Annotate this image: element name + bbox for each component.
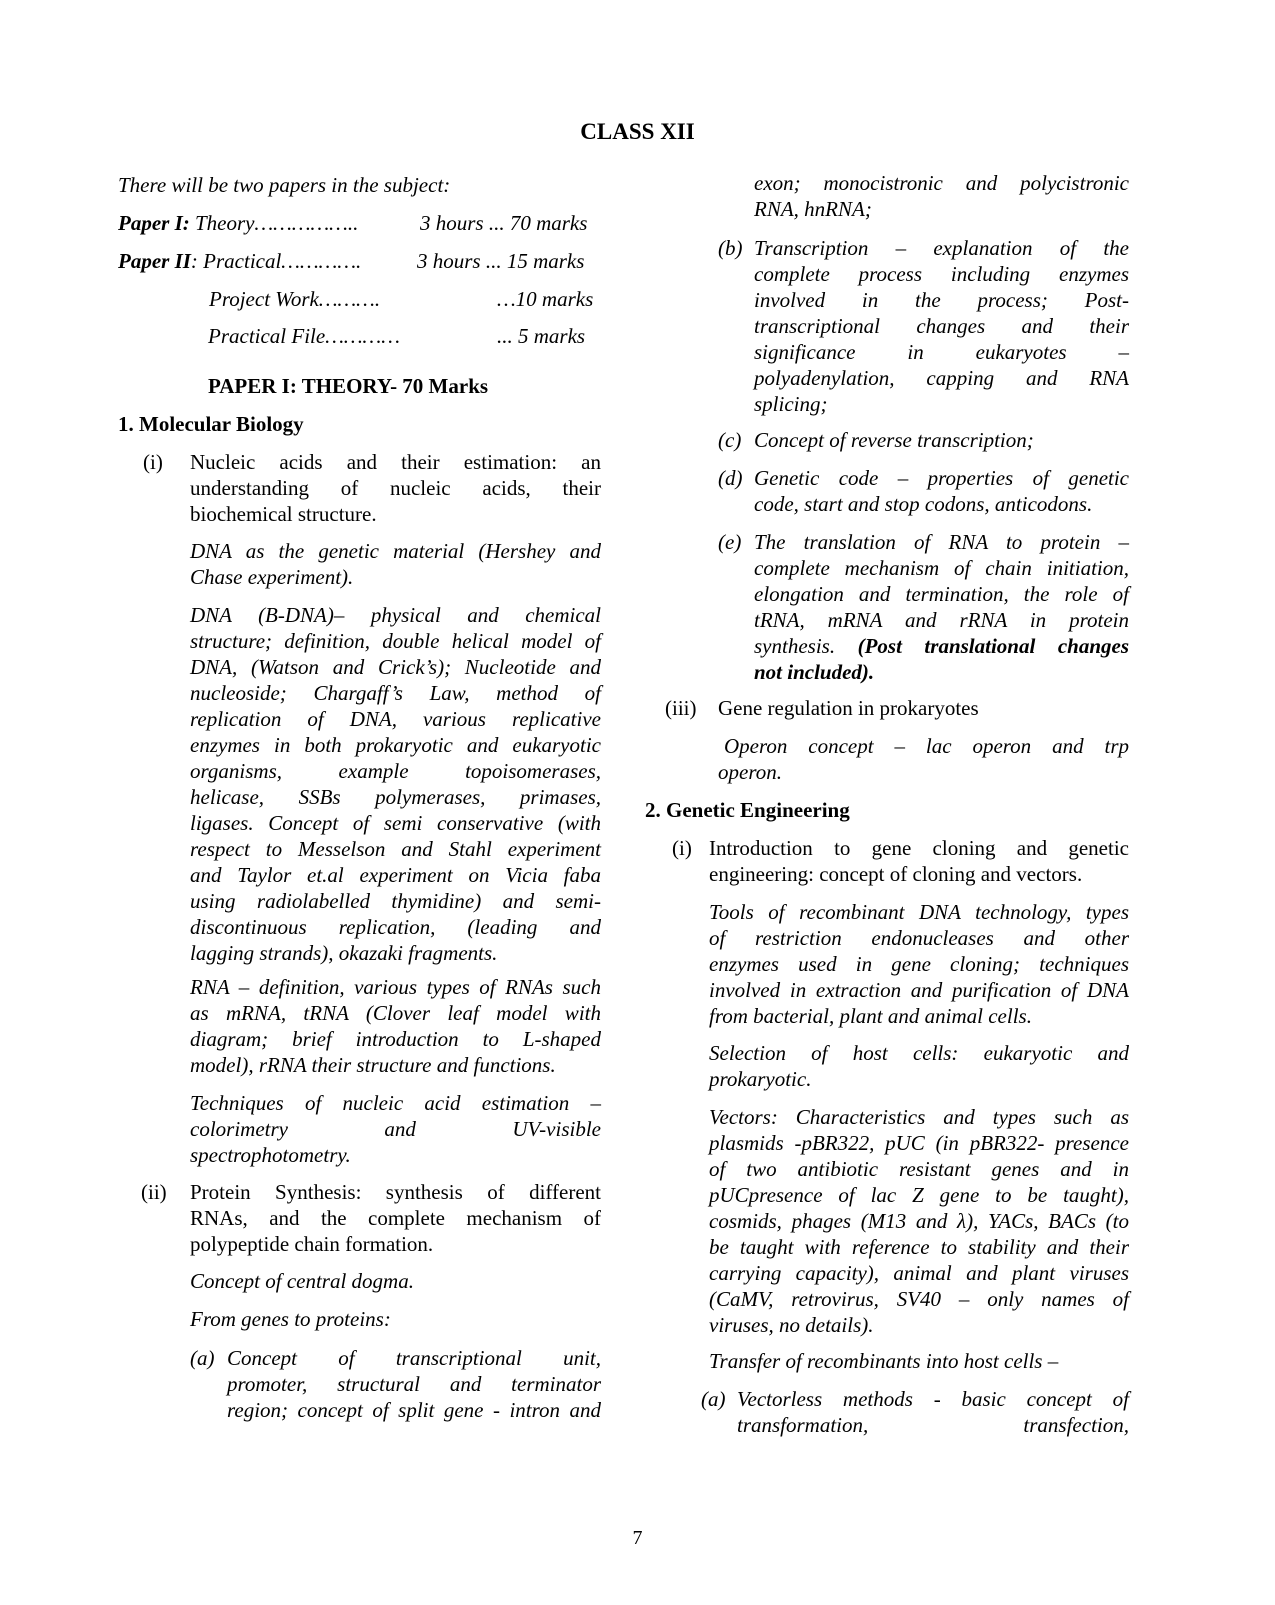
text-line: splicing; — [754, 392, 828, 416]
paper-1-row — [118, 210, 358, 236]
text-line: tRNA, mRNA and rRNA in protein — [754, 608, 1129, 632]
item-e-text — [754, 529, 1129, 685]
text-line: Introduction to gene cloning and genetic — [709, 836, 1129, 860]
text-line: and Taylor et.al experiment on Vicia faba — [190, 863, 601, 887]
s1-iii-number: (iii) — [665, 696, 697, 720]
text-line: involved in extraction and purification of DNA — [709, 978, 1129, 1002]
text-line: The translation of RNA to protein – — [754, 530, 1129, 554]
item-b-number: (b) — [718, 236, 743, 260]
text-line: Tools of recombinant DNA technology, types — [709, 900, 1129, 924]
s1-ii-text — [190, 1179, 601, 1257]
item-d-number: (d) — [718, 466, 743, 490]
s1-ii-number: (ii) — [141, 1180, 167, 1204]
text-line: diagram; brief introduction to L-shaped — [190, 1027, 601, 1051]
item-e-number: (e) — [718, 530, 742, 554]
section-2-heading: 2. Genetic Engineering — [645, 798, 850, 822]
operon-paragraph-end: operon. — [718, 760, 782, 784]
s2-i-text — [709, 835, 1129, 887]
text-line: transcriptional changes and their — [754, 314, 1129, 338]
text-line: respect to Messelson and Stahl experiment — [190, 837, 601, 861]
text-line: of two antibiotic resistant genes and in — [709, 1157, 1129, 1181]
section-1-heading: 1. Molecular Biology — [118, 412, 304, 436]
text-line: understanding of nucleic acids, their — [190, 476, 601, 500]
text-line: as mRNA, tRNA (Clover leaf model with — [190, 1001, 601, 1025]
item-a-text-left — [227, 1345, 601, 1423]
operon-paragraph — [724, 733, 1129, 759]
text-line: Protein Synthesis: synthesis of different — [190, 1180, 601, 1204]
genes-to-proteins: From genes to proteins: — [190, 1307, 391, 1331]
vectors-paragraph — [709, 1104, 1129, 1338]
tools-paragraph — [709, 899, 1129, 1029]
transfer-line: Transfer of recombinants into host cells – — [709, 1349, 1059, 1373]
host-cells-paragraph — [709, 1040, 1129, 1092]
text-line: DNA (B-DNA)– physical and chemical — [190, 603, 601, 627]
post-translational-note: (Post translational changes — [857, 634, 1129, 658]
project-work-marks: …10 marks — [497, 287, 594, 311]
text-line: Chase experiment). — [190, 565, 354, 589]
paper-2-name: : Practical…………. — [190, 249, 362, 273]
central-dogma: Concept of central dogma. — [190, 1269, 414, 1293]
text-line: transformation, transfection, — [737, 1413, 1129, 1437]
text-line: nucleoside; Chargaff’s Law, method of — [190, 681, 601, 705]
s1-i-number: (i) — [143, 450, 163, 474]
rna-paragraph — [190, 974, 601, 1078]
item-c-text: Concept of reverse transcription; — [754, 428, 1034, 452]
text-line: Techniques of nucleic acid estimation – — [190, 1091, 601, 1115]
text-line: DNA as the genetic material (Hershey and — [190, 539, 601, 563]
text-line: lagging strands), okazaki fragments. — [190, 941, 498, 965]
text-line: discontinuous replication, (leading and — [190, 915, 601, 939]
s1-iii-text: Gene regulation in prokaryotes — [718, 696, 979, 720]
text-line: involved in the process; Post- — [754, 288, 1129, 312]
text-line: engineering: concept of cloning and vectors. — [709, 862, 1083, 886]
item-b-text — [754, 235, 1129, 417]
text-line: exon; monocistronic and polycistronic — [754, 171, 1129, 195]
text-line: organisms, example topoisomerases, — [190, 759, 601, 783]
text-line: carrying capacity), animal and plant viruses — [709, 1261, 1129, 1285]
text-line: colorimetry and UV-visible — [190, 1117, 601, 1141]
s2-item-a-text — [737, 1386, 1129, 1438]
text-line: model), rRNA their structure and functions. — [190, 1053, 556, 1077]
text-line: plasmids -pBR322, pUC (in pBR322- presence — [709, 1131, 1129, 1155]
text-line: Vectors: Characteristics and types such as — [709, 1105, 1129, 1129]
paper-1-marks: 3 hours ... 70 marks — [420, 211, 588, 235]
text-line: helicase, SSBs polymerases, primases, — [190, 785, 601, 809]
text-line: RNAs, and the complete mechanism of — [190, 1206, 601, 1230]
paper-1-label: Paper I: — [118, 211, 190, 235]
text-line: code, start and stop codons, anticodons. — [754, 492, 1093, 516]
text-line: Genetic code – properties of genetic — [754, 466, 1129, 490]
b-dna-paragraph — [190, 602, 601, 966]
text-line: viruses, no details). — [709, 1313, 874, 1337]
item-c-number: (c) — [718, 428, 742, 452]
text-line: region; concept of split gene - intron and — [227, 1398, 601, 1422]
text-line: structure; definition, double helical model of — [190, 629, 601, 653]
text-line: enzymes in both prokaryotic and eukaryotic — [190, 733, 601, 757]
text-line: enzymes used in gene cloning; techniques — [709, 952, 1129, 976]
s2-i-number: (i) — [672, 836, 692, 860]
text-line — [754, 633, 1129, 659]
text-line: be taught with reference to stability and their — [709, 1235, 1129, 1259]
text-line: promoter, structural and terminator — [227, 1372, 601, 1396]
page-title: CLASS XII — [580, 119, 695, 144]
paper-heading: PAPER I: THEORY- 70 Marks — [208, 374, 489, 398]
paper-2-label: Paper II — [118, 249, 191, 273]
s2-item-a-number: (a) — [701, 1387, 726, 1411]
text-segment: synthesis. — [754, 634, 858, 658]
text-line: elongation and termination, the role of — [754, 582, 1129, 606]
item-a-number: (a) — [190, 1346, 215, 1370]
text-line: cosmids, phages (M13 and λ), YACs, BACs (to — [709, 1209, 1129, 1233]
text-line: of restriction endonucleases and other — [709, 926, 1129, 950]
text-line: Concept of transcriptional unit, — [227, 1346, 601, 1370]
text-line: significance in eukaryotes – — [754, 340, 1129, 364]
s1-i-text — [190, 449, 601, 527]
text-line: biochemical structure. — [190, 502, 377, 526]
item-a-text-continued — [754, 170, 1129, 222]
paper-1-name: Theory…………….. — [189, 211, 359, 235]
text-line: using radiolabelled thymidine) and semi- — [190, 889, 601, 913]
text-line: complete mechanism of chain initiation, — [754, 556, 1129, 580]
page-number: 7 — [632, 1527, 643, 1549]
text-line: ligases. Concept of semi conservative (with — [190, 811, 601, 835]
text-line: RNA, hnRNA; — [754, 197, 872, 221]
paper-2-row — [118, 248, 361, 274]
text-line: polypeptide chain formation. — [190, 1232, 434, 1256]
not-included-note: not included). — [754, 660, 875, 684]
text-line: DNA, (Watson and Crick’s); Nucleotide and — [190, 655, 601, 679]
text-line: Vectorless methods - basic concept of — [737, 1387, 1129, 1411]
text-line: pUCpresence of lac Z gene to be taught), — [709, 1183, 1129, 1207]
text-line: from bacterial, plant and animal cells. — [709, 1004, 1032, 1028]
text-line: complete process including enzymes — [754, 262, 1129, 286]
project-work-name: Project Work………. — [209, 287, 381, 311]
text-line: replication of DNA, various replicative — [190, 707, 601, 731]
text-line: RNA – definition, various types of RNAs such — [190, 975, 601, 999]
practical-file-marks: ... 5 marks — [497, 324, 586, 348]
text-line: (CaMV, retrovirus, SV40 – only names of — [709, 1287, 1129, 1311]
text-line: Transcription – explanation of the — [754, 236, 1129, 260]
text-line: polyadenylation, capping and RNA — [754, 366, 1129, 390]
techniques-paragraph — [190, 1090, 601, 1168]
text-line: Operon concept – lac operon and trp — [724, 734, 1129, 758]
paper-2-marks: 3 hours ... 15 marks — [417, 249, 585, 273]
text-line: Nucleic acids and their estimation: an — [190, 450, 601, 474]
intro-text: There will be two papers in the subject: — [118, 173, 451, 197]
text-line: spectrophotometry. — [190, 1143, 351, 1167]
text-line: Selection of host cells: eukaryotic and — [709, 1041, 1129, 1065]
text-line: prokaryotic. — [709, 1067, 812, 1091]
practical-file-name: Practical File………… — [208, 324, 400, 348]
item-d-text — [754, 465, 1129, 517]
dna-genetic-material — [190, 538, 601, 590]
